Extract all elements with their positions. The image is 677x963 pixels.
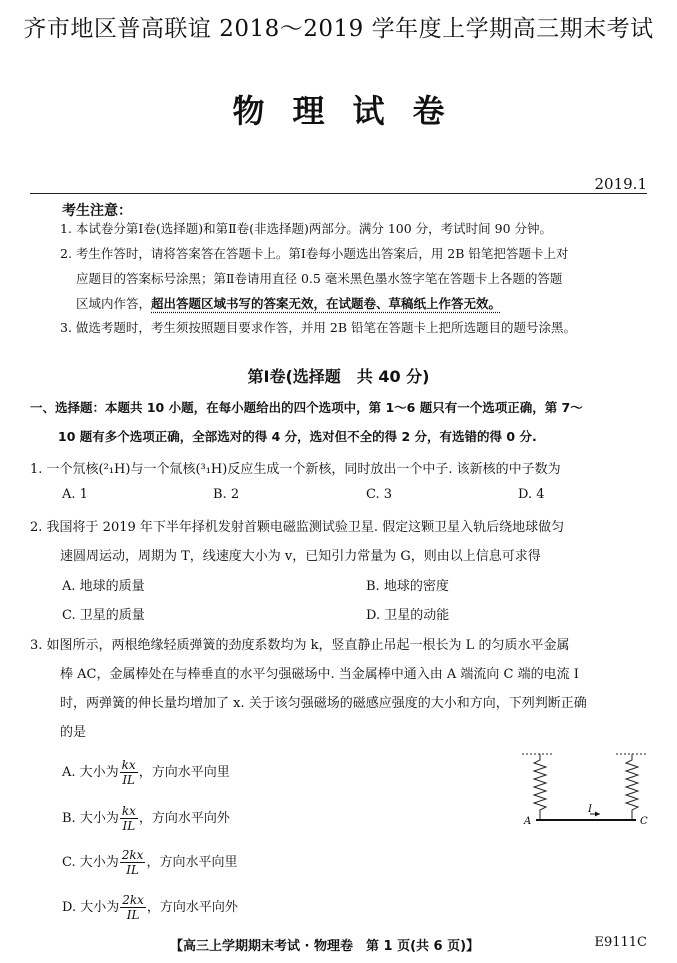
option-prefix: A. 大小为 xyxy=(62,765,119,780)
option-suffix: ，方向水平向里 xyxy=(138,765,230,780)
question-2-option-a: A. 地球的质量 xyxy=(62,579,145,594)
question-3-stem-line-2: 棒 AC，金属棒处在与棒垂直的水平匀强磁场中. 当金属棒中通入由 A 端流向 C 端的电流 I xyxy=(60,667,579,682)
notice-item-2-tail: 区域内作答， xyxy=(76,296,152,311)
fraction-numerator: kx xyxy=(121,804,136,818)
page-footer: 【高三上学期期末考试 · 物理卷 第 1 页(共 6 页)】 xyxy=(170,939,480,954)
notice-item-2-cont: 应题目的答案标号涂黑；第Ⅱ卷请用直径 0.5 毫米黑色墨水签字笔在答题卡上各题的答题 xyxy=(76,271,563,286)
label-c: C xyxy=(640,816,648,827)
question-3-option-d xyxy=(62,893,238,922)
spring-rod-figure xyxy=(520,752,650,832)
option-suffix: ，方向水平向外 xyxy=(146,900,238,915)
section-desc-line-1: 一、选择题：本题共 10 小题，在每小题给出的四个选项中，第 1～6 题只有一个选项正确，第 7～ xyxy=(30,400,583,415)
option-suffix: ，方向水平向外 xyxy=(138,811,230,826)
fraction xyxy=(120,758,138,787)
fraction-denominator: IL xyxy=(126,863,139,877)
question-1-option-c: C. 3 xyxy=(366,487,393,502)
right-spring xyxy=(626,754,638,820)
subject-title: 物理试卷 xyxy=(232,92,473,130)
question-2-stem-line-2: 速圆周运动，周期为 T，线速度大小为 v，已知引力常量为 G，则由以上信息可求得 xyxy=(60,549,541,564)
section-title: 第Ⅰ卷(选择题 共 40 分) xyxy=(247,367,430,386)
label-i: I xyxy=(588,804,592,815)
question-3-option-c xyxy=(62,848,237,877)
header-divider xyxy=(30,193,647,194)
notice-item-2-end xyxy=(76,292,501,316)
section-desc-line-2: 10 题有多个选项正确，全部选对的得 4 分，选对但不全的得 2 分，有选错的得 0 分. xyxy=(58,429,537,444)
question-2-option-d: D. 卫星的动能 xyxy=(366,608,450,623)
question-1-stem: 1. 一个氘核(²₁H)与一个氚核(³₁H)反应生成一个新核，同时放出一个中子. 该新核的中子数为 xyxy=(30,462,561,477)
option-prefix: D. 大小为 xyxy=(62,900,120,915)
option-prefix: C. 大小为 xyxy=(62,855,119,870)
fraction-numerator: 2kx xyxy=(122,893,144,907)
exam-header: 齐市地区普高联谊 2018～2019 学年度上学期高三期末考试 xyxy=(23,16,654,42)
notice-item-1: 1. 本试卷分第Ⅰ卷(选择题)和第Ⅱ卷(非选择题)两部分。满分 100 分，考试时间 90 分钟。 xyxy=(60,221,552,236)
question-3-option-a xyxy=(62,758,230,787)
fraction xyxy=(120,848,146,877)
option-prefix: B. 大小为 xyxy=(62,811,119,826)
fraction-denominator: IL xyxy=(126,908,140,922)
question-3-stem-line-4: 的是 xyxy=(60,725,87,740)
notice-item-2: 2. 考生作答时，请将答案答在答题卡上。第Ⅰ卷每小题选出答案后，用 2B 铅笔把答题卡上对 xyxy=(60,246,569,261)
question-2-option-c: C. 卫星的质量 xyxy=(62,608,145,623)
left-spring xyxy=(534,754,546,820)
fraction-numerator: kx xyxy=(121,758,136,772)
fraction-denominator: IL xyxy=(122,773,136,787)
fraction xyxy=(120,893,146,922)
question-1-option-d: D. 4 xyxy=(518,487,545,502)
current-arrow-head xyxy=(595,812,600,817)
question-3-option-b xyxy=(62,804,230,833)
label-a: A xyxy=(524,816,532,827)
paper-code: E9111C xyxy=(594,935,647,950)
fraction xyxy=(120,804,138,833)
question-3-stem-line-3: 时，两弹簧的伸长量均增加了 x. 关于该匀强磁场的磁感应强度的大小和方向，下列判断正确 xyxy=(60,696,587,711)
question-2-stem-line-1: 2. 我国将于 2019 年下半年择机发射首颗电磁监测试验卫星. 假定这颗卫星入轨后绕地球做匀 xyxy=(30,520,565,535)
question-2-option-b: B. 地球的密度 xyxy=(366,579,449,594)
notice-item-3: 3. 做选考题时，考生须按照题目要求作答，并用 2B 铅笔在答题卡上把所选题目的题号涂黑。 xyxy=(60,320,576,335)
notice-warning: 超出答题区域书写的答案无效，在试题卷、草稿纸上作答无效。 xyxy=(151,296,502,311)
question-1-option-b: B. 2 xyxy=(213,487,240,502)
option-suffix: ，方向水平向里 xyxy=(146,855,238,870)
fraction-denominator: IL xyxy=(122,819,136,833)
question-3-stem-line-1: 3. 如图所示，两根绝缘轻质弹簧的劲度系数均为 k，竖直静止吊起一根长为 L 的匀质水平金属 xyxy=(30,638,570,653)
exam-date: 2019.1 xyxy=(594,175,647,193)
fraction-numerator: 2kx xyxy=(121,848,144,862)
notice-title: 考生注意： xyxy=(62,203,132,219)
question-1-option-a: A. 1 xyxy=(62,487,88,502)
